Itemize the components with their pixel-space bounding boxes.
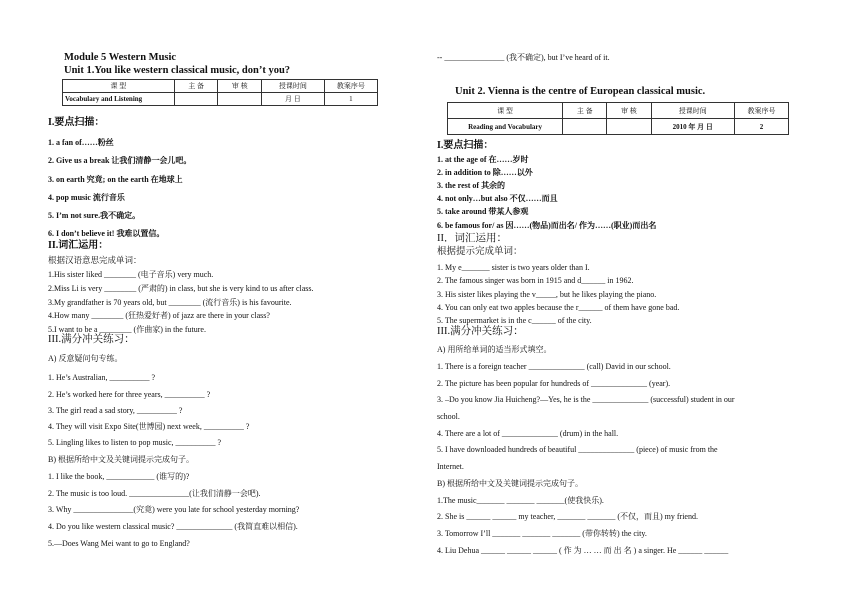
key-point: 1. at the age of 在……岁时 <box>437 155 529 164</box>
key-point: 4. not only…but also 不仅……而且 <box>437 194 558 203</box>
vocab-item: 5. The supermarket is in the c______ of the city. <box>437 316 592 325</box>
fill-item: 5. I have downloaded hundreds of beautiful ______________ (piece) of music from the <box>437 445 718 454</box>
fill-item: school. <box>437 412 460 421</box>
vocab-item: 4.How many ________ (狂热爱好者) of jazz are there in your class? <box>48 311 270 320</box>
fill-item: 1. There is a foreign teacher ______________ (call) David in our school. <box>437 362 671 371</box>
section-heading: II.词汇运用： <box>48 240 109 251</box>
vocab-item: 3.My grandfather is 70 years old, but ________ (流行音乐) is his favourite. <box>48 298 292 307</box>
fill-item: 4. There are a lot of ______________ (drum) in the hall. <box>437 429 619 438</box>
section-heading: II．词汇运用： <box>437 233 507 244</box>
unit1-info-table <box>62 79 378 106</box>
table-header: 审 核 <box>218 80 262 93</box>
question-tag-item: 5. Lingling likes to listen to pop music, __________ ? <box>48 438 222 447</box>
fill-item: 3. –Do you know Jia Huicheng?—Yes, he is the ______________ (successful) student in our <box>437 395 735 404</box>
table-cell <box>174 93 218 106</box>
section-heading: III.满分冲关练习： <box>48 334 135 345</box>
table-header: 主 备 <box>563 103 607 119</box>
sentence-item: 5.—Does Wang Mei want to go to England? <box>48 539 190 548</box>
section-heading: I.要点扫描： <box>48 117 105 128</box>
sentence-item: 2. The music is too loud. _______________(让我们清静一会吧). <box>48 489 261 498</box>
table-cell <box>563 119 607 135</box>
fill-item: Internet. <box>437 462 464 471</box>
table-header: 授课时间 <box>262 80 325 93</box>
key-point: 4. pop music 流行音乐 <box>48 193 125 202</box>
instruction: 根据提示完成单词： <box>437 247 523 257</box>
sentence-item: 4. Liu Dehua ______ ______ ______ ( 作 为 … … 而 出 名 ) a singer. He ______ ______ <box>437 546 729 555</box>
exercise-instruction: A) 用所给单词的适当形式填空。 <box>437 345 552 354</box>
instruction: 根据汉语意思完成单词： <box>48 255 142 265</box>
section-heading: III.满分冲关练习： <box>437 326 524 337</box>
unit2-info-table <box>447 102 789 135</box>
question-tag-item: 1. He’s Australian, __________ ? <box>48 373 156 382</box>
key-point: 2. in addition to 除……以外 <box>437 168 533 177</box>
sentence-item: 4. Do you like western classical music? ______________ (我简直难以相信). <box>48 522 298 531</box>
exercise-instruction: B) 根据所给中文及关键词提示完成句子。 <box>437 479 583 488</box>
table-cell: 月 日 <box>262 93 325 106</box>
table-header: 教案序号 <box>734 103 788 119</box>
exercise-instruction: B) 根据所给中文及关键词提示完成句子。 <box>48 455 194 464</box>
table-cell: Reading and Vocabulary <box>448 119 563 135</box>
sentence-item: 1. I like the book, ____________ (谁写的)? <box>48 472 190 481</box>
module-title: Module 5 Western Music <box>64 52 177 63</box>
vocab-item: 3. His sister likes playing the v_____, but he likes playing the piano. <box>437 290 657 299</box>
vocab-item: 5.I want to be a ________ (作曲家) in the future. <box>48 325 206 334</box>
key-point: 5. take around 带某人参观 <box>437 207 529 216</box>
sentence-item: 3. Why _______________(究竟) were you late for school yesterday morning? <box>48 505 300 514</box>
table-cell: 1 <box>324 93 377 106</box>
table-header: 教案序号 <box>324 80 377 93</box>
exercise-instruction: A) 反意疑问句专练。 <box>48 354 123 363</box>
table-cell: 2010 年 月 日 <box>651 119 734 135</box>
question-tag-item: 4. They will visit Expo Site(世博园) next week, __________ ? <box>48 422 250 431</box>
table-cell: Vocabulary and Listening <box>63 93 175 106</box>
fill-item: 2. The picture has been popular for hundreds of ______________ (year). <box>437 379 671 388</box>
continued-line: -- _______________ (我不确定), but I’ve heard of it. <box>437 53 610 62</box>
unit1-title: Unit 1.You like western classical music, don’t you? <box>64 65 291 76</box>
question-tag-item: 2. He’s worked here for three years, __________ ? <box>48 390 211 399</box>
table-cell <box>218 93 262 106</box>
vocab-item: 2.Miss Li is very ________ (严肃的) in class, but she is very kind to us after class. <box>48 284 314 293</box>
key-point: 3. on earth 究竟; on the earth 在地球上 <box>48 175 183 184</box>
key-point: 6. I don’t believe it! 我难以置信。 <box>48 229 165 238</box>
unit2-title: Unit 2. Vienna is the centre of European classical music. <box>455 86 706 97</box>
vocab-item: 2. The famous singer was born in 1915 and d______ in 1962. <box>437 276 634 285</box>
table-header: 课 型 <box>63 80 175 93</box>
key-point: 6. be famous for/ as 因……(物品)而出名/ 作为……(职业)而出名 <box>437 221 657 230</box>
table-header: 课 型 <box>448 103 563 119</box>
question-tag-item: 3. The girl read a sad story, __________ ? <box>48 406 183 415</box>
table-header: 授课时间 <box>651 103 734 119</box>
vocab-item: 1.His sister liked ________ (电子音乐) very much. <box>48 270 214 279</box>
vocab-item: 4. You can only eat two apples because the r______ of them have gone bad. <box>437 303 680 312</box>
key-point: 1. a fan of……粉丝 <box>48 138 114 147</box>
key-point: 3. the rest of 其余的 <box>437 181 506 190</box>
sentence-item: 1.The music_______ _______ _______(使我快乐). <box>437 496 604 505</box>
section-heading: I.要点扫描： <box>437 140 494 151</box>
key-point: 5. I’m not sure.我不确定。 <box>48 211 141 220</box>
table-cell: 2 <box>734 119 788 135</box>
table-header: 主 备 <box>174 80 218 93</box>
sentence-item: 2. She is ______ ______ my teacher, _______ _______ (不仅，而且) my friend. <box>437 512 698 521</box>
table-cell <box>607 119 651 135</box>
key-point: 2. Give us a break 让我们清静一会儿吧。 <box>48 156 192 165</box>
table-header: 审 核 <box>607 103 651 119</box>
sentence-item: 3. Tomorrow I’ll _______ _______ _______ (带你转转) the city. <box>437 529 647 538</box>
vocab-item: 1. My e_______ sister is two years older than I. <box>437 263 590 272</box>
